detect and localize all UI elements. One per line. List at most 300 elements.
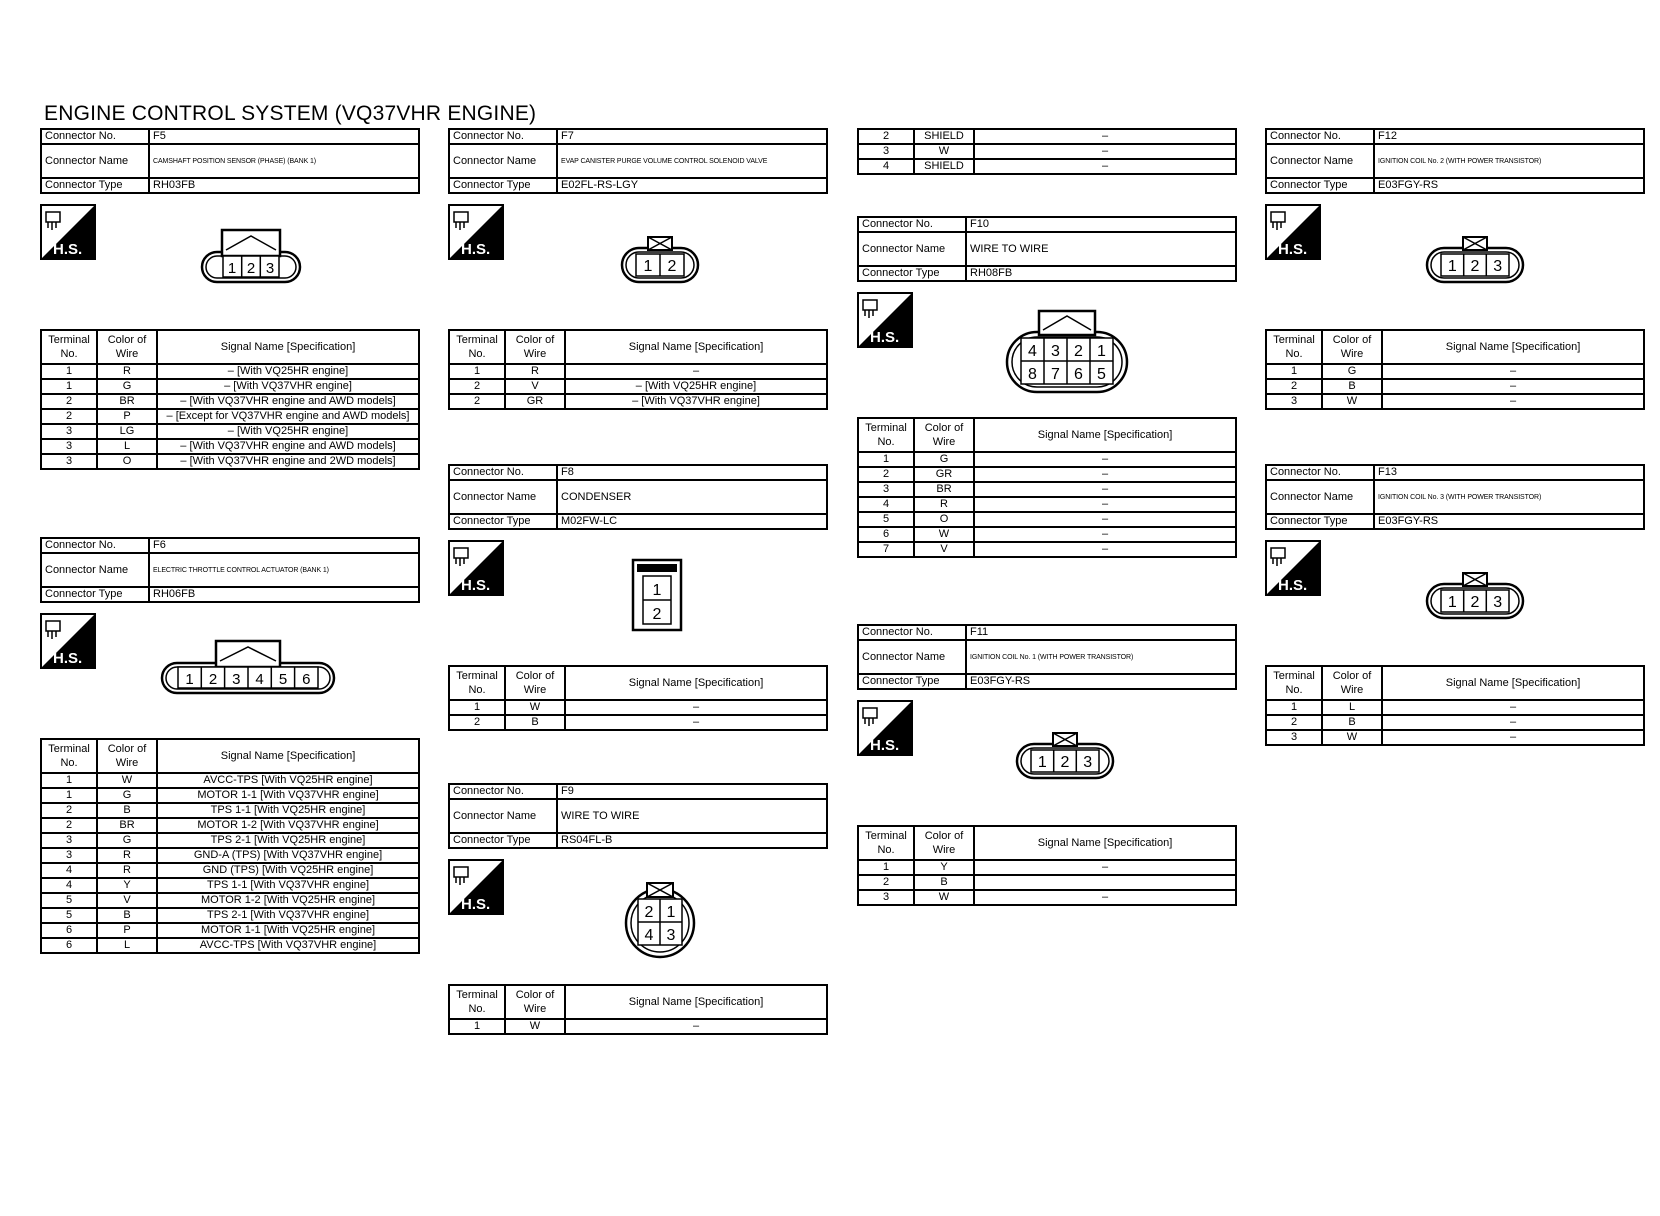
signal-name-cell: – <box>974 482 1236 497</box>
connector-type-label: Connector Type <box>41 587 149 602</box>
table-row <box>858 452 1236 467</box>
wire-color-cell: SHIELD <box>914 129 974 144</box>
connector-name-value: IGNITION COIL No. 1 (WITH POWER TRANSISTOR) <box>966 640 1236 674</box>
signal-name-cell: – <box>1382 364 1644 379</box>
signal-name-cell: – [With VQ37VHR engine] <box>565 394 827 409</box>
terminal-no-header: Terminal No. <box>449 666 505 700</box>
signal-name-cell: – [With VQ25HR engine] <box>157 424 419 439</box>
table-row <box>858 467 1236 482</box>
signal-name-header: Signal Name [Specification] <box>974 826 1236 860</box>
harness-side-icon <box>1265 540 1321 596</box>
terminal-table <box>40 329 420 470</box>
wire-color-cell: G <box>97 788 157 803</box>
table-row <box>449 379 827 394</box>
color-of-wire-header: Color of Wire <box>914 826 974 860</box>
table-row <box>41 454 419 469</box>
signal-name-cell: MOTOR 1-1 [With VQ37VHR engine] <box>157 788 419 803</box>
pin-number-label: 1 <box>643 258 653 275</box>
pin-number-label: 2 <box>652 606 662 623</box>
connector-info-table <box>448 464 828 530</box>
signal-name-cell: GND-A (TPS) [With VQ37VHR engine] <box>157 848 419 863</box>
connector-no-value: F11 <box>966 625 1236 640</box>
signal-name-header: Signal Name [Specification] <box>157 330 419 364</box>
terminal-no-cell: 6 <box>41 938 97 953</box>
connector-no-label: Connector No. <box>449 465 557 480</box>
terminal-no-header: Terminal No. <box>858 418 914 452</box>
wire-color-cell: W <box>914 144 974 159</box>
color-of-wire-header: Color of Wire <box>914 418 974 452</box>
signal-name-header: Signal Name [Specification] <box>974 418 1236 452</box>
wire-color-cell: L <box>1322 700 1382 715</box>
pin-number-label: 2 <box>1060 754 1070 771</box>
color-of-wire-header: Color of Wire <box>97 330 157 364</box>
wire-color-cell: BR <box>97 394 157 409</box>
wire-color-cell: R <box>97 364 157 379</box>
harness-side-icon <box>448 540 504 596</box>
pin-number-label: H.S. <box>53 650 83 667</box>
connector-face-f13 <box>1425 570 1525 622</box>
pin-number-label: H.S. <box>1278 577 1308 594</box>
pin-number-label: 3 <box>1493 258 1503 275</box>
terminal-table <box>857 417 1237 558</box>
terminal-no-cell: 1 <box>41 364 97 379</box>
wire-color-cell: B <box>1322 715 1382 730</box>
wire-color-cell: W <box>505 1019 565 1034</box>
table-row <box>858 482 1236 497</box>
wire-color-cell: BR <box>97 818 157 833</box>
wire-color-cell: R <box>97 863 157 878</box>
connector-face-f6 <box>160 637 336 699</box>
terminal-no-cell: 1 <box>1266 700 1322 715</box>
table-row <box>858 512 1236 527</box>
pin-number-label: H.S. <box>870 329 900 346</box>
signal-name-header: Signal Name [Specification] <box>1382 666 1644 700</box>
pin-number-label: 7 <box>1051 366 1060 383</box>
connector-type-label: Connector Type <box>858 674 966 689</box>
terminal-no-cell: 1 <box>858 860 914 875</box>
connector-name-label: Connector Name <box>41 144 149 178</box>
terminal-no-cell: 3 <box>858 890 914 905</box>
connector-type-value: E03FGY-RS <box>1374 178 1644 193</box>
wire-color-cell: P <box>97 923 157 938</box>
wire-color-cell: W <box>1322 730 1382 745</box>
terminal-no-header: Terminal No. <box>1266 330 1322 364</box>
table-row <box>41 893 419 908</box>
table-row <box>1266 364 1644 379</box>
connector-name-label: Connector Name <box>858 640 966 674</box>
connector-name-label: Connector Name <box>1266 480 1374 514</box>
wire-color-cell: P <box>97 409 157 424</box>
terminal-table <box>448 984 828 1035</box>
wire-color-cell: R <box>505 364 565 379</box>
signal-name-cell: – [With VQ37VHR engine] <box>157 379 419 394</box>
pin-number-label: 1 <box>1447 258 1457 275</box>
table-row <box>858 144 1236 159</box>
connector-no-label: Connector No. <box>1266 129 1374 144</box>
table-row <box>1266 730 1644 745</box>
pin-number-label: H.S. <box>870 737 900 754</box>
terminal-no-cell: 2 <box>449 394 505 409</box>
signal-name-cell: – [With VQ37VHR engine and 2WD models] <box>157 454 419 469</box>
terminal-no-cell: 2 <box>449 715 505 730</box>
terminal-no-header: Terminal No. <box>41 739 97 773</box>
connector-info-table <box>1265 128 1645 194</box>
harness-side-icon <box>40 613 96 669</box>
connector-type-value: E03FGY-RS <box>966 674 1236 689</box>
wire-color-cell: B <box>97 908 157 923</box>
connector-no-label: Connector No. <box>41 538 149 553</box>
terminal-table-continued <box>857 128 1237 175</box>
terminal-no-cell: 6 <box>858 527 914 542</box>
pin-number-label: 2 <box>1074 343 1083 360</box>
signal-name-cell: TPS 1-1 [With VQ37VHR engine] <box>157 878 419 893</box>
pin-number-label: 1 <box>1097 343 1106 360</box>
connector-face-f5 <box>200 226 302 288</box>
connector-f13 <box>1265 464 1645 746</box>
signal-name-cell: – <box>565 700 827 715</box>
pin-number-label: 5 <box>278 671 288 688</box>
connector-type-label: Connector Type <box>1266 178 1374 193</box>
connector-type-value: RH03FB <box>149 178 419 193</box>
table-row <box>41 394 419 409</box>
pin-number-label: 1 <box>185 671 194 688</box>
signal-name-cell: – <box>974 144 1236 159</box>
wire-color-cell: B <box>1322 379 1382 394</box>
signal-name-cell: – <box>974 467 1236 482</box>
terminal-no-cell: 2 <box>858 129 914 144</box>
signal-name-header: Signal Name [Specification] <box>565 985 827 1019</box>
pin-number-label: 4 <box>1028 343 1037 360</box>
connector-info-table <box>40 128 420 194</box>
signal-name-cell: – <box>974 542 1236 557</box>
signal-name-cell: – [With VQ37VHR engine and AWD models] <box>157 439 419 454</box>
wire-color-cell: R <box>97 848 157 863</box>
wire-color-cell: Y <box>97 878 157 893</box>
wire-color-cell: BR <box>914 482 974 497</box>
pin-number-label: 1 <box>652 582 662 599</box>
table-row <box>858 542 1236 557</box>
wire-color-cell: Y <box>914 860 974 875</box>
table-row <box>858 159 1236 174</box>
terminal-no-cell: 2 <box>41 818 97 833</box>
wire-color-cell: GR <box>914 467 974 482</box>
connector-no-label: Connector No. <box>449 129 557 144</box>
table-row <box>1266 379 1644 394</box>
pin-number-label: 3 <box>265 260 275 277</box>
signal-name-cell <box>974 875 1236 890</box>
connector-f6 <box>40 537 420 954</box>
connector-f5 <box>40 128 420 470</box>
table-row <box>858 497 1236 512</box>
connector-type-label: Connector Type <box>858 266 966 281</box>
terminal-no-cell: 4 <box>858 497 914 512</box>
connector-diagram <box>448 194 828 329</box>
connector-type-value: M02FW-LC <box>557 514 827 529</box>
wire-color-cell: W <box>914 890 974 905</box>
connector-no-value: F7 <box>557 129 827 144</box>
table-row <box>41 424 419 439</box>
connector-name-label: Connector Name <box>449 799 557 833</box>
wire-color-cell: W <box>1322 394 1382 409</box>
connector-type-label: Connector Type <box>1266 514 1374 529</box>
connector-name-label: Connector Name <box>1266 144 1374 178</box>
wire-color-cell: W <box>505 700 565 715</box>
connector-f12 <box>1265 128 1645 410</box>
connector-name-value: IGNITION COIL No. 2 (WITH POWER TRANSISTOR) <box>1374 144 1644 178</box>
table-row <box>41 803 419 818</box>
connector-type-label: Connector Type <box>449 178 557 193</box>
terminal-table <box>1265 665 1645 746</box>
signal-name-cell: MOTOR 1-2 [With VQ25HR engine] <box>157 893 419 908</box>
terminal-no-cell: 2 <box>41 394 97 409</box>
table-row <box>41 938 419 953</box>
terminal-no-cell: 2 <box>858 467 914 482</box>
connector-name-label: Connector Name <box>858 232 966 266</box>
signal-name-cell: – <box>974 452 1236 467</box>
terminal-no-cell: 1 <box>41 379 97 394</box>
signal-name-cell: MOTOR 1-1 [With VQ25HR engine] <box>157 923 419 938</box>
pin-number-label: 3 <box>1493 594 1503 611</box>
connector-type-label: Connector Type <box>41 178 149 193</box>
connector-no-label: Connector No. <box>858 217 966 232</box>
terminal-no-cell: 1 <box>858 452 914 467</box>
connector-diagram <box>40 194 420 329</box>
table-row <box>449 1019 827 1034</box>
terminal-no-cell: 2 <box>1266 715 1322 730</box>
pin-number-label: 8 <box>1028 366 1037 383</box>
table-row <box>41 439 419 454</box>
signal-name-cell: – <box>1382 715 1644 730</box>
connector-no-value: F5 <box>149 129 419 144</box>
pin-number-label: 5 <box>1097 366 1106 383</box>
harness-side-icon <box>857 292 913 348</box>
terminal-no-cell: 3 <box>41 848 97 863</box>
terminal-table <box>1265 329 1645 410</box>
terminal-no-cell: 1 <box>41 773 97 788</box>
signal-name-cell: – <box>1382 700 1644 715</box>
wire-color-cell: V <box>505 379 565 394</box>
connector-name-label: Connector Name <box>449 480 557 514</box>
table-row <box>41 833 419 848</box>
connector-no-label: Connector No. <box>1266 465 1374 480</box>
signal-name-cell: – <box>565 715 827 730</box>
pin-number-label: 4 <box>255 671 264 688</box>
pin-number-label: H.S. <box>461 577 491 594</box>
table-row <box>41 409 419 424</box>
color-of-wire-header: Color of Wire <box>1322 330 1382 364</box>
terminal-no-cell: 7 <box>858 542 914 557</box>
connector-diagram <box>40 603 420 738</box>
signal-name-cell: – <box>1382 394 1644 409</box>
signal-name-cell: – [Except for VQ37VHR engine and AWD models] <box>157 409 419 424</box>
harness-side-icon <box>40 204 96 260</box>
connector-f8 <box>448 464 828 731</box>
connector-face-f7 <box>620 234 700 286</box>
terminal-no-cell: 1 <box>1266 364 1322 379</box>
wire-color-cell: LG <box>97 424 157 439</box>
pin-number-label: 1 <box>227 260 237 277</box>
signal-name-cell: – <box>974 890 1236 905</box>
terminal-no-cell: 5 <box>858 512 914 527</box>
pin-number-label: 3 <box>232 671 241 688</box>
pin-number-label: 3 <box>1051 343 1060 360</box>
connector-no-value: F10 <box>966 217 1236 232</box>
wire-color-cell: W <box>97 773 157 788</box>
table-row <box>1266 394 1644 409</box>
wire-color-cell: G <box>97 833 157 848</box>
terminal-no-cell: 3 <box>41 424 97 439</box>
wire-color-cell: W <box>914 527 974 542</box>
page-title: ENGINE CONTROL SYSTEM (VQ37VHR ENGINE) <box>44 102 537 125</box>
table-row <box>41 863 419 878</box>
connector-f7 <box>448 128 828 410</box>
harness-side-icon <box>857 700 913 756</box>
connector-face-f12 <box>1425 234 1525 286</box>
signal-name-header: Signal Name [Specification] <box>1382 330 1644 364</box>
connector-name-value: IGNITION COIL No. 3 (WITH POWER TRANSISTOR) <box>1374 480 1644 514</box>
signal-name-cell: – <box>974 527 1236 542</box>
table-row <box>41 818 419 833</box>
wire-color-cell: SHIELD <box>914 159 974 174</box>
terminal-no-cell: 1 <box>41 788 97 803</box>
signal-name-cell: – <box>565 364 827 379</box>
connector-info-table <box>1265 464 1645 530</box>
terminal-no-cell: 2 <box>41 409 97 424</box>
harness-side-icon <box>448 859 504 915</box>
terminal-no-header: Terminal No. <box>858 826 914 860</box>
terminal-table <box>40 738 420 954</box>
wire-color-cell: G <box>914 452 974 467</box>
terminal-no-cell: 2 <box>41 803 97 818</box>
connector-no-label: Connector No. <box>41 129 149 144</box>
wire-color-cell: O <box>97 454 157 469</box>
signal-name-cell: – [With VQ37VHR engine and AWD models] <box>157 394 419 409</box>
table-row <box>41 848 419 863</box>
table-row <box>1266 715 1644 730</box>
connector-no-label: Connector No. <box>449 784 557 799</box>
table-row <box>41 788 419 803</box>
terminal-no-cell: 1 <box>449 364 505 379</box>
table-row <box>858 527 1236 542</box>
pin-number-label: 2 <box>208 671 218 688</box>
terminal-no-cell: 4 <box>858 159 914 174</box>
connector-info-table <box>448 128 828 194</box>
connector-f9 <box>448 783 828 1035</box>
terminal-no-cell: 2 <box>858 875 914 890</box>
signal-name-cell: AVCC-TPS [With VQ25HR engine] <box>157 773 419 788</box>
connector-f11 <box>857 624 1237 906</box>
wire-color-cell: GR <box>505 394 565 409</box>
terminal-no-cell: 3 <box>41 454 97 469</box>
signal-name-cell: MOTOR 1-2 [With VQ37VHR engine] <box>157 818 419 833</box>
color-of-wire-header: Color of Wire <box>505 666 565 700</box>
terminal-no-cell: 3 <box>1266 730 1322 745</box>
table-row <box>41 364 419 379</box>
connector-type-value: E03FGY-RS <box>1374 514 1644 529</box>
connector-name-value: WIRE TO WIRE <box>966 232 1236 266</box>
connector-diagram <box>1265 194 1645 329</box>
connector-name-label: Connector Name <box>449 144 557 178</box>
pin-number-label: 2 <box>1470 258 1480 275</box>
wire-color-cell: B <box>97 803 157 818</box>
terminal-no-header: Terminal No. <box>1266 666 1322 700</box>
connector-type-value: RH06FB <box>149 587 419 602</box>
table-row <box>449 715 827 730</box>
connector-name-label: Connector Name <box>41 553 149 587</box>
connector-type-value: RH08FB <box>966 266 1236 281</box>
connector-name-value: WIRE TO WIRE <box>557 799 827 833</box>
wire-color-cell: G <box>97 379 157 394</box>
signal-name-cell: – [With VQ25HR engine] <box>157 364 419 379</box>
terminal-no-cell: 4 <box>41 863 97 878</box>
connector-name-value: CONDENSER <box>557 480 827 514</box>
terminal-no-cell: 5 <box>41 893 97 908</box>
pin-number-label: 6 <box>1074 366 1083 383</box>
connector-type-label: Connector Type <box>449 833 557 848</box>
signal-name-cell: – <box>974 129 1236 144</box>
pin-number-label: 2 <box>246 260 256 277</box>
connector-no-value: F12 <box>1374 129 1644 144</box>
terminal-table <box>448 329 828 410</box>
pin-number-label: 3 <box>666 927 676 944</box>
connector-face-f11 <box>1015 730 1115 782</box>
terminal-no-cell: 3 <box>41 439 97 454</box>
connector-diagram <box>857 690 1237 825</box>
table-row <box>41 878 419 893</box>
table-row <box>1266 700 1644 715</box>
signal-name-header: Signal Name [Specification] <box>565 330 827 364</box>
pin-number-label: H.S. <box>461 896 491 913</box>
signal-name-cell: – [With VQ25HR engine] <box>565 379 827 394</box>
table-row <box>449 700 827 715</box>
table-row <box>41 379 419 394</box>
terminal-no-cell: 1 <box>449 1019 505 1034</box>
table-row <box>858 129 1236 144</box>
connector-type-label: Connector Type <box>449 514 557 529</box>
terminal-no-cell: 1 <box>449 700 505 715</box>
connector-no-value: F9 <box>557 784 827 799</box>
color-of-wire-header: Color of Wire <box>97 739 157 773</box>
signal-name-header: Signal Name [Specification] <box>157 739 419 773</box>
terminal-no-header: Terminal No. <box>449 985 505 1019</box>
terminal-no-cell: 4 <box>41 878 97 893</box>
pin-number-label: 4 <box>644 927 654 944</box>
table-row <box>41 923 419 938</box>
terminal-table <box>448 665 828 731</box>
terminal-no-header: Terminal No. <box>41 330 97 364</box>
wire-color-cell: L <box>97 938 157 953</box>
table-row <box>858 875 1236 890</box>
connector-face-f10 <box>1005 308 1129 394</box>
terminal-no-cell: 2 <box>1266 379 1322 394</box>
signal-name-cell: TPS 2-1 [With VQ37VHR engine] <box>157 908 419 923</box>
pin-number-label: 3 <box>1083 754 1093 771</box>
signal-name-cell: – <box>974 497 1236 512</box>
table-row <box>41 773 419 788</box>
pin-number-label: H.S. <box>461 241 491 258</box>
pin-number-label: 2 <box>1470 594 1480 611</box>
signal-name-cell: AVCC-TPS [With VQ37VHR engine] <box>157 938 419 953</box>
signal-name-cell: – <box>974 512 1236 527</box>
color-of-wire-header: Color of Wire <box>1322 666 1382 700</box>
connector-no-value: F13 <box>1374 465 1644 480</box>
terminal-no-cell: 3 <box>858 144 914 159</box>
table-row <box>41 908 419 923</box>
color-of-wire-header: Color of Wire <box>505 330 565 364</box>
wire-color-cell: L <box>97 439 157 454</box>
signal-name-cell: – <box>974 159 1236 174</box>
wire-color-cell: O <box>914 512 974 527</box>
